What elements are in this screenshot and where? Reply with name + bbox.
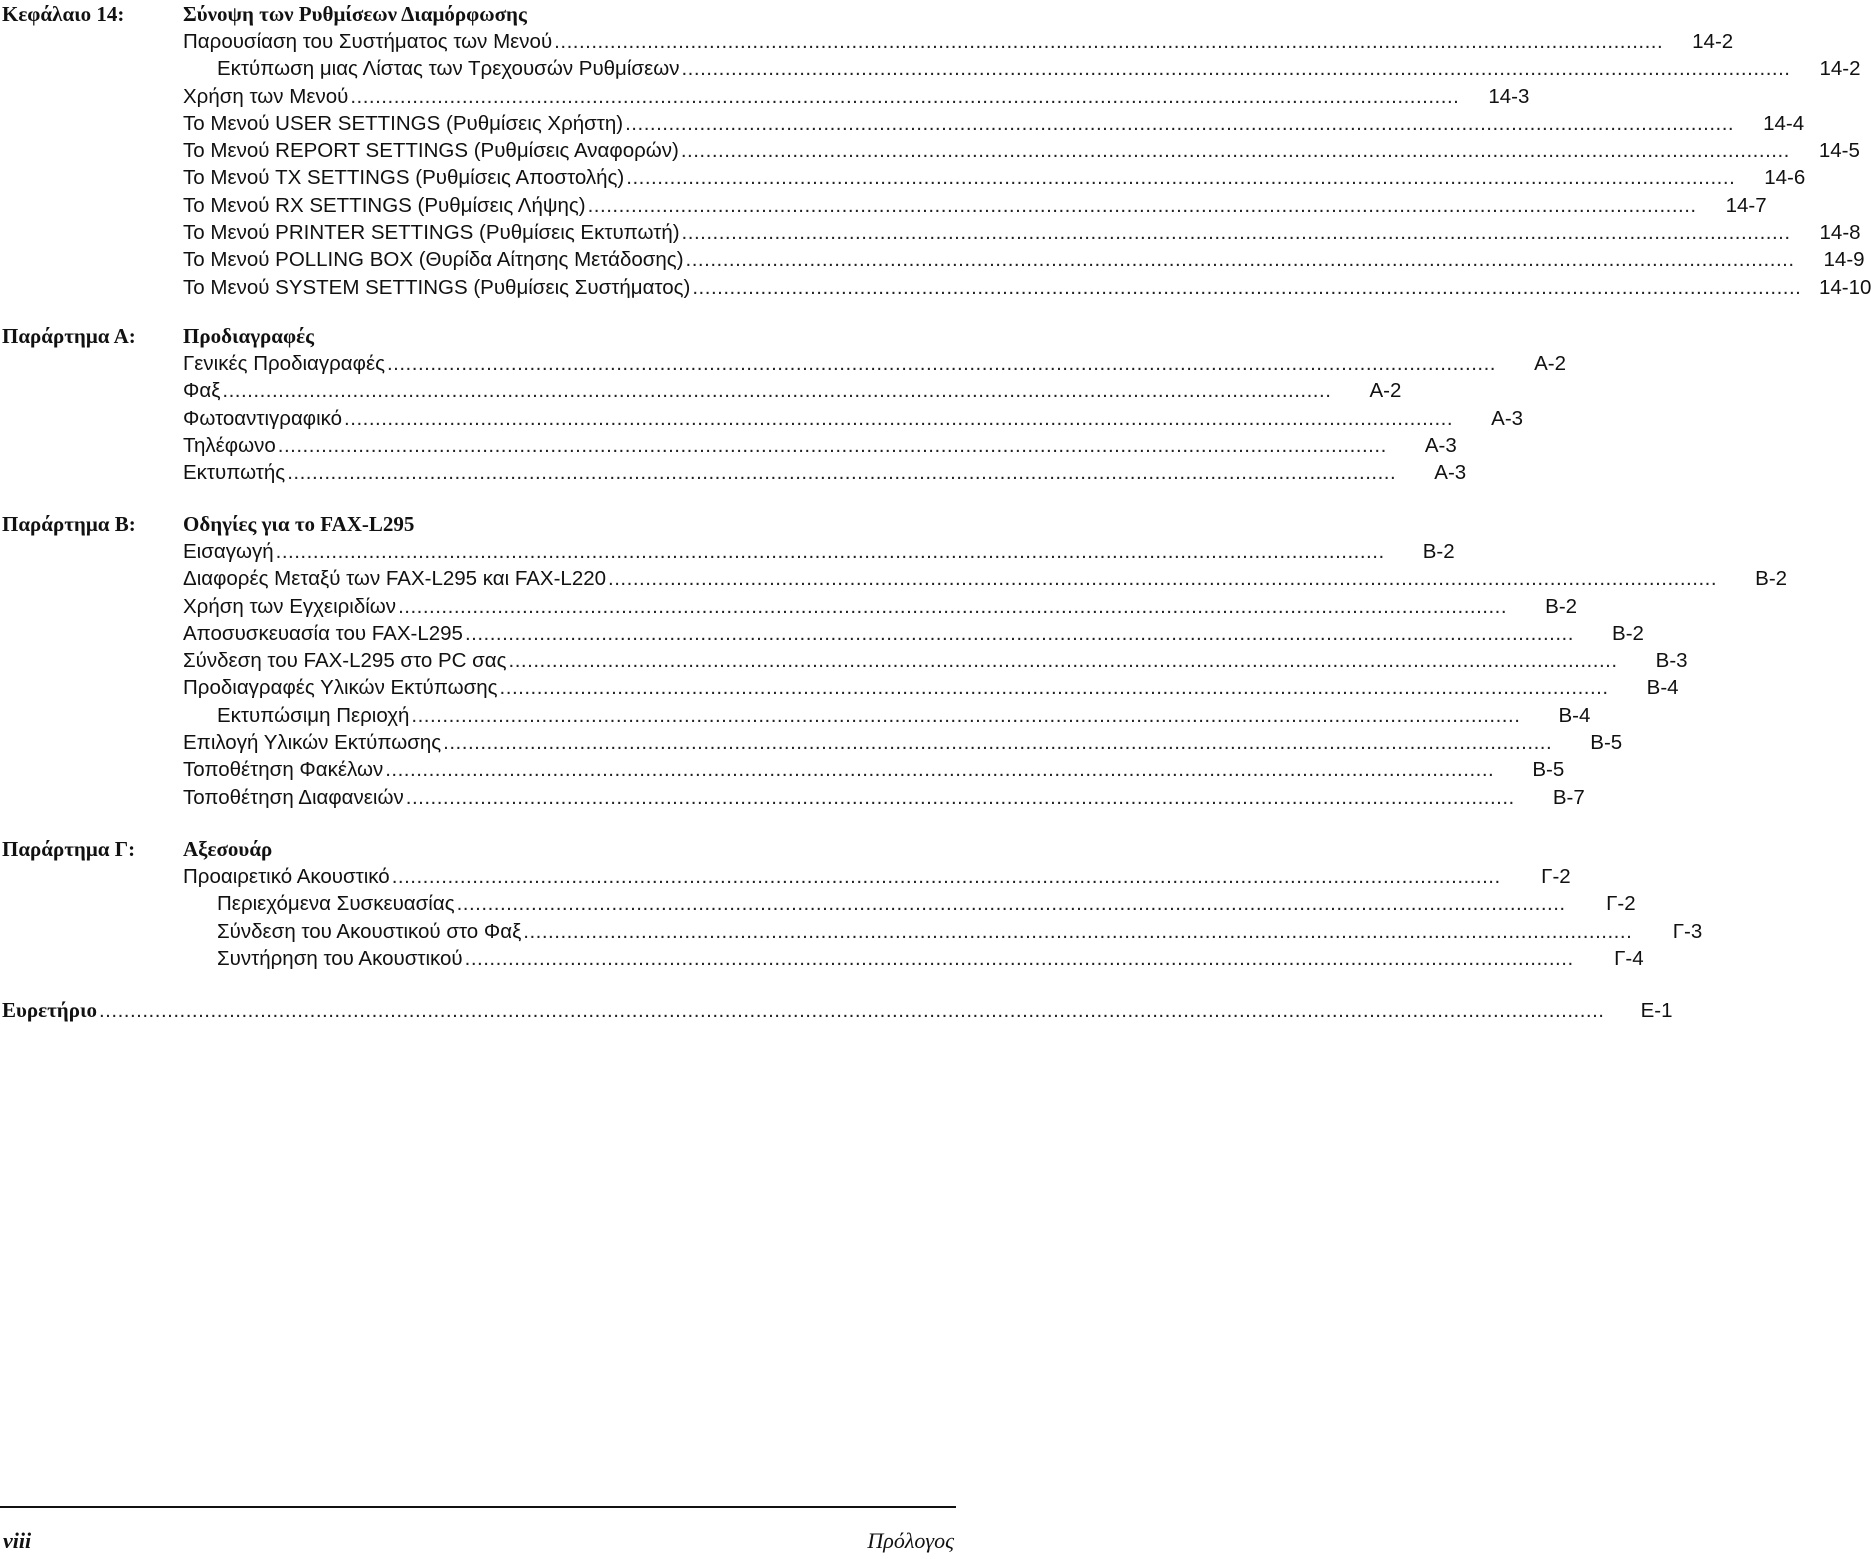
dot-leader xyxy=(608,565,1717,592)
toc-entry[interactable] xyxy=(0,784,1585,811)
dot-leader xyxy=(682,219,1791,246)
toc-entry-title: Εκτύπωση μιας Λίστας των Τρεχουσών Ρυθμίσεων xyxy=(217,57,680,81)
toc-entry-page: 14-10 xyxy=(1818,275,1871,299)
dot-leader xyxy=(278,432,1387,459)
toc-entry[interactable] xyxy=(0,593,1578,620)
toc-entry-page: 14-5 xyxy=(1818,139,1860,163)
section-entries xyxy=(0,538,1788,811)
dot-leader xyxy=(398,593,1507,620)
section-label: Παράρτημα Β: xyxy=(2,512,136,536)
toc-entry-title: Γενικές Προδιαγραφές xyxy=(183,352,385,375)
dot-leader xyxy=(385,756,1494,783)
toc-entry-title: Αποσυσκευασία του FAX-L295 xyxy=(183,621,463,645)
toc-entry-page: Β-2 xyxy=(1612,621,1644,645)
toc-entry-page: 14-9 xyxy=(1823,248,1865,272)
toc-entry[interactable] xyxy=(0,756,1565,783)
section-heading: Οδηγίες για το FAX-L295 xyxy=(183,512,415,536)
toc-entry-title: Προδιαγραφές Υλικών Εκτύπωσης xyxy=(183,676,498,700)
toc-index-entry[interactable] xyxy=(2,996,1673,1024)
dot-leader xyxy=(625,110,1734,137)
toc-entry[interactable] xyxy=(0,55,1861,82)
section-heading: Αξεσουάρ xyxy=(183,837,273,861)
dot-leader xyxy=(588,192,1697,219)
toc-entry-title: Σύνδεση του Ακουστικού στο Φαξ xyxy=(217,919,522,943)
toc-entry[interactable] xyxy=(0,945,1644,972)
running-footer-title: Πρόλογος xyxy=(867,1528,954,1553)
toc-entry-page: 14-6 xyxy=(1764,166,1806,190)
dot-leader xyxy=(626,164,1735,191)
section-label: Κεφάλαιο 14: xyxy=(2,2,125,26)
toc-entry-page: Α-3 xyxy=(1434,461,1467,485)
dot-leader xyxy=(387,350,1496,377)
dot-leader xyxy=(686,246,1795,273)
dot-leader xyxy=(692,274,1801,301)
toc-entry[interactable] xyxy=(0,28,1734,55)
dot-leader xyxy=(465,620,1574,647)
dot-leader xyxy=(222,377,1331,404)
toc-entry-title: Προαιρετικό Ακουστικό xyxy=(183,865,390,888)
toc-entry-title: Επιλογή Υλικών Εκτύπωσης xyxy=(183,731,442,755)
dot-leader xyxy=(681,55,1790,82)
toc-entry[interactable] xyxy=(0,918,1703,945)
dot-leader xyxy=(681,137,1790,164)
dot-leader xyxy=(500,674,1609,701)
toc-entry-page: 14-2 xyxy=(1692,30,1734,53)
toc-entry-title: Σύνδεση του FAX-L295 στο PC σας xyxy=(183,649,507,673)
section-label: Παράρτημα Α: xyxy=(2,324,136,348)
toc-entry[interactable] xyxy=(0,863,1571,890)
toc-entry[interactable] xyxy=(0,674,1679,701)
toc-entry-page: Β-2 xyxy=(1422,540,1455,563)
toc-entry[interactable] xyxy=(0,432,1457,459)
dot-leader xyxy=(344,405,1453,432)
toc-entry[interactable] xyxy=(0,538,1455,565)
dot-leader xyxy=(411,702,1520,729)
toc-entry-title: Το Μενού USER SETTINGS (Ρυθμίσεις Χρήστη) xyxy=(183,111,624,135)
toc-entry-page: Β-2 xyxy=(1545,594,1578,618)
toc-entry-title: Χρήση των Εγχειριδίων xyxy=(183,594,397,618)
toc-entry-page: 14-8 xyxy=(1819,221,1861,245)
dot-leader xyxy=(392,863,1501,890)
dot-leader xyxy=(509,647,1618,674)
toc-entry[interactable] xyxy=(0,110,1805,137)
toc-entry[interactable] xyxy=(0,405,1524,432)
toc-entry-title: Τηλέφωνο xyxy=(183,433,276,457)
toc-entry-title: Το Μενού TX SETTINGS (Ρυθμίσεις Αποστολής) xyxy=(183,166,625,190)
toc-entry[interactable] xyxy=(0,164,1806,191)
toc-entry-title: Το Μενού SYSTEM SETTINGS (Ρυθμίσεις Συστήματος) xyxy=(183,275,691,299)
toc-entry[interactable] xyxy=(0,219,1861,246)
dot-leader xyxy=(523,918,1632,945)
toc-entry[interactable] xyxy=(0,459,1467,486)
toc-entry-page: Β-7 xyxy=(1552,785,1585,809)
footer-divider xyxy=(0,1506,956,1508)
toc-entry[interactable] xyxy=(0,83,1530,110)
toc-entry-title: Διαφορές Μεταξύ των FAX-L295 και FAX-L220 xyxy=(183,567,607,591)
toc-entry-title: Το Μενού RX SETTINGS (Ρυθμίσεις Λήψης) xyxy=(183,193,586,217)
toc-entry[interactable] xyxy=(0,377,1402,404)
toc-entry-page: Α-2 xyxy=(1534,352,1566,375)
dot-leader xyxy=(350,83,1459,110)
toc-entry[interactable] xyxy=(0,192,1767,219)
toc-entry-page: Γ-4 xyxy=(1614,946,1644,970)
toc-entry-page: Γ-2 xyxy=(1606,892,1636,916)
toc-entry-title: Φωτοαντιγραφικό xyxy=(183,406,343,430)
toc-entry-page: 14-4 xyxy=(1763,111,1805,135)
toc-entry-title: Εκτυπωτής xyxy=(183,461,286,485)
toc-entry-title: Το Μενού REPORT SETTINGS (Ρυθμίσεις Αναφορών) xyxy=(183,139,679,163)
toc-entry-page: Β-5 xyxy=(1590,731,1623,755)
dot-leader xyxy=(457,890,1566,917)
toc-entry-title: Εκτυπώσιμη Περιοχή xyxy=(217,703,410,727)
toc-entry-title: Τοποθέτηση Διαφανειών xyxy=(183,785,404,809)
toc-entry[interactable] xyxy=(0,702,1591,729)
toc-entry-title: Το Μενού POLLING BOX (Θυρίδα Αίτησης Μετάδοσης) xyxy=(183,248,684,272)
section-entries xyxy=(0,863,1703,972)
section-entries xyxy=(0,350,1566,486)
toc-entry-page: 14-3 xyxy=(1488,84,1530,108)
toc-entry-title: Χρήση των Μενού xyxy=(183,84,349,108)
section-entries xyxy=(0,28,1871,301)
dot-leader xyxy=(406,784,1515,811)
toc-entry[interactable] xyxy=(0,274,1871,301)
toc-entry-page: Β-5 xyxy=(1532,758,1565,782)
toc-entry-title: Τοποθέτηση Φακέλων xyxy=(183,758,384,782)
toc-entry[interactable] xyxy=(0,647,1688,674)
dot-leader xyxy=(276,538,1385,565)
page-number: viii xyxy=(3,1528,32,1553)
toc-entry-page: Γ-2 xyxy=(1541,865,1571,888)
toc-entry[interactable] xyxy=(0,620,1644,647)
toc-entry-page: 14-2 xyxy=(1819,57,1861,81)
index-page: Ε-1 xyxy=(1640,999,1673,1022)
toc-entry[interactable] xyxy=(0,137,1860,164)
section-heading: Προδιαγραφές xyxy=(183,324,314,348)
toc-entry-title: Παρουσίαση του Συστήματος των Μενού xyxy=(183,30,553,53)
toc-entry-title: Το Μενού PRINTER SETTINGS (Ρυθμίσεις Εκτυπωτή) xyxy=(183,221,680,245)
toc-entry[interactable] xyxy=(0,729,1623,756)
toc-entry[interactable] xyxy=(0,350,1566,377)
toc-entry[interactable] xyxy=(0,246,1865,273)
dot-leader xyxy=(465,945,1574,972)
toc-entry-page: Α-2 xyxy=(1369,379,1402,403)
section-label: Παράρτημα Γ: xyxy=(2,837,136,861)
toc-entry-page: Β-2 xyxy=(1755,567,1788,591)
toc-entry-page: Γ-3 xyxy=(1672,919,1703,943)
section-heading: Σύνοψη των Ρυθμίσεων Διαμόρφωσης xyxy=(183,2,527,26)
toc-entry-page: Β-4 xyxy=(1646,676,1679,700)
toc-entry-page: Β-3 xyxy=(1655,649,1688,673)
toc-entry[interactable] xyxy=(0,890,1636,917)
toc-entry-title: Εισαγωγή xyxy=(183,540,274,563)
dot-leader xyxy=(287,459,1396,486)
dot-leader xyxy=(443,729,1552,756)
index-label: Ευρετήριο xyxy=(2,998,97,1022)
toc-entry-page: Α-3 xyxy=(1424,433,1457,457)
toc-entry[interactable] xyxy=(0,565,1788,592)
toc-entry-title: Συντήρηση του Ακουστικού xyxy=(217,946,463,970)
dot-leader xyxy=(554,28,1663,55)
toc-entry-title: Περιεχόμενα Συσκευασίας xyxy=(217,892,455,916)
dot-leader xyxy=(99,997,1605,1025)
toc-entry-title: Φαξ xyxy=(183,379,221,403)
toc-entry-page: 14-7 xyxy=(1725,193,1767,217)
toc-entry-page: Β-4 xyxy=(1558,703,1591,727)
toc-entry-page: Α-3 xyxy=(1491,406,1524,430)
